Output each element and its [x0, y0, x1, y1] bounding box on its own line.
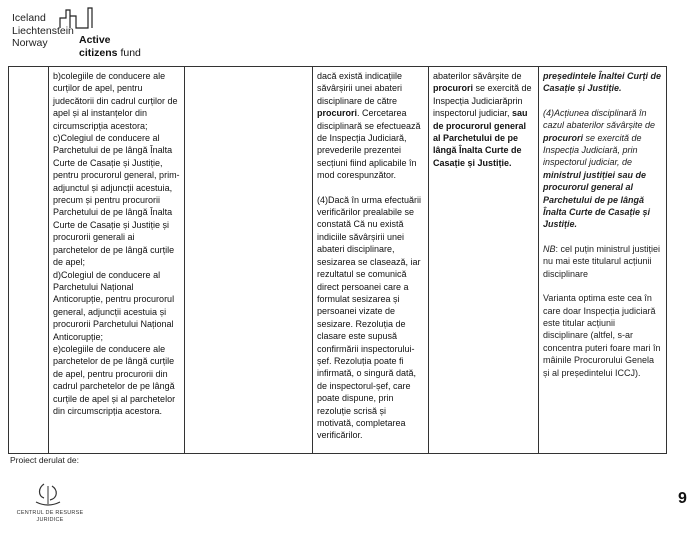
emphasis-text: procurori	[317, 108, 358, 119]
text-run: se exercită de Inspecția Judiciară, prin inspectorul judiciar, de	[543, 132, 642, 168]
text-run: se exercită de Inspecția Judiciarăprin inspectorul judiciar,	[433, 83, 532, 119]
col6-top-text: președintele Înaltei Curți de Casație și Justiție.	[543, 71, 662, 94]
col6-paragraph-4	[543, 107, 662, 231]
country-liechtenstein: Liechtenstein	[12, 24, 74, 37]
country-iceland: Iceland	[12, 12, 46, 24]
crj-line-1: CENTRUL DE RESURSE	[16, 510, 84, 516]
table-cell-col4	[313, 67, 429, 454]
emphasis-text: procurori	[543, 132, 584, 143]
table-cell-col2	[49, 67, 185, 454]
text-run: (4)Acțiunea disciplinară în cazul abaterilor săvârșite de	[543, 107, 656, 131]
crj-line-2: JURIDICE	[36, 517, 64, 523]
nb-label: NB	[543, 243, 556, 254]
table-cell-col3	[185, 67, 313, 454]
text-run: abaterilor săvârșite de	[433, 71, 522, 81]
col4-paragraph-2: (4)Dacă în urma efectuării verificărilor prealabile se constată Că nu există indiciile săvârșirii unei abateri disciplinare, sesizarea se clasează, iar rezultatul se comunică direct persoanei care a formulat sesizarea și persoanei vizate de sesizare. Rezoluția de clasare este supusă confirmării inspectorului-șef. Rezoluția poate fi infirmată, o singură dată, de inspectorul-șef, care poate dispune, prin rezoluție scrisă și motivată, completarea verificărilor.	[317, 194, 422, 441]
fund-name	[79, 34, 141, 59]
table-cell-col5	[429, 67, 539, 454]
text-run: : cel puțin ministrul justiției nu mai este titularul acțiunii disciplinare	[543, 243, 661, 279]
fund-line-active: Active	[79, 34, 111, 46]
text-run: . Cercetarea disciplinară se efectuează de Inspecția Judiciară, prevederile prezentei secțiuni fiind aplicabile în mod corespunzător.	[317, 108, 421, 181]
col5-paragraph	[433, 70, 534, 169]
fund-line-citizens: citizens	[79, 46, 118, 59]
emphasis-text: procurori	[433, 83, 474, 94]
emphasis-text: sau de procurorul general al Parchetului de pe lângă Înalta Curte de Casație și Justiție.	[433, 108, 528, 168]
emphasis-text: ministrul justiției sau de procurorul general al Parchetului de pe lângă Înalta Curte de Casație și Justiție.	[543, 169, 651, 230]
country-norway: Norway	[12, 37, 48, 49]
table-row	[9, 67, 667, 454]
clause-e: e)colegiile de conducere ale parchetelor de pe lângă curțile de apel, pentru procurorii din cadrul parchetelor de pe lângă curțile de apel și al parchetelor din circumscripția acestora.	[53, 343, 176, 416]
fund-logo-mark-icon	[58, 6, 94, 30]
text-run: dacă există indicațiile săvârșirii unei abateri disciplinare de către	[317, 71, 403, 106]
crj-logo-mark-icon	[32, 482, 64, 508]
eea-grants-logo	[12, 6, 172, 58]
fund-line-fund: fund	[120, 46, 141, 59]
col6-nb-note	[543, 243, 662, 280]
clause-d: d)Colegiul de conducere al Parchetului Național Anticorupție, pentru procurorul general, adjuncții acestuia și procurorii Parchetului Național Anticorupție;	[53, 269, 175, 342]
comparison-table	[8, 66, 667, 454]
clause-c: c)Colegiul de conducere al Parchetului de pe lângă Înalta Curte de Casație și Justiție, pentru procurorul general, prim-adjunctul și adjuncții acestuia, precum și pentru procurorii Parchetului de pe lângă Înalta Curte de Casație și Justiție și procurorii generali ai parchetelor de pe lângă curțile de apel;	[53, 133, 180, 268]
table-cell-col6	[539, 67, 667, 454]
clause-b: b)colegiile de conducere ale curților de apel, pentru judecătorii din cadrul curților de apel și al instanțelor din circumscripția acestora;	[53, 71, 178, 131]
table-cell-col1	[9, 67, 49, 454]
col6-recommendation: Varianta optima este cea în care doar Inspecția judiciară este titular acțiunii disciplinare (altfel, s-ar concentra puteri foare mari în mâinile Procurorului Genela și al președintelui ICCJ).	[543, 293, 661, 378]
crj-logo	[14, 482, 86, 528]
crj-name	[14, 510, 86, 524]
col4-paragraph-1	[317, 70, 424, 182]
page-number: 9	[678, 490, 687, 507]
project-label: Proiect derulat de:	[10, 455, 79, 465]
